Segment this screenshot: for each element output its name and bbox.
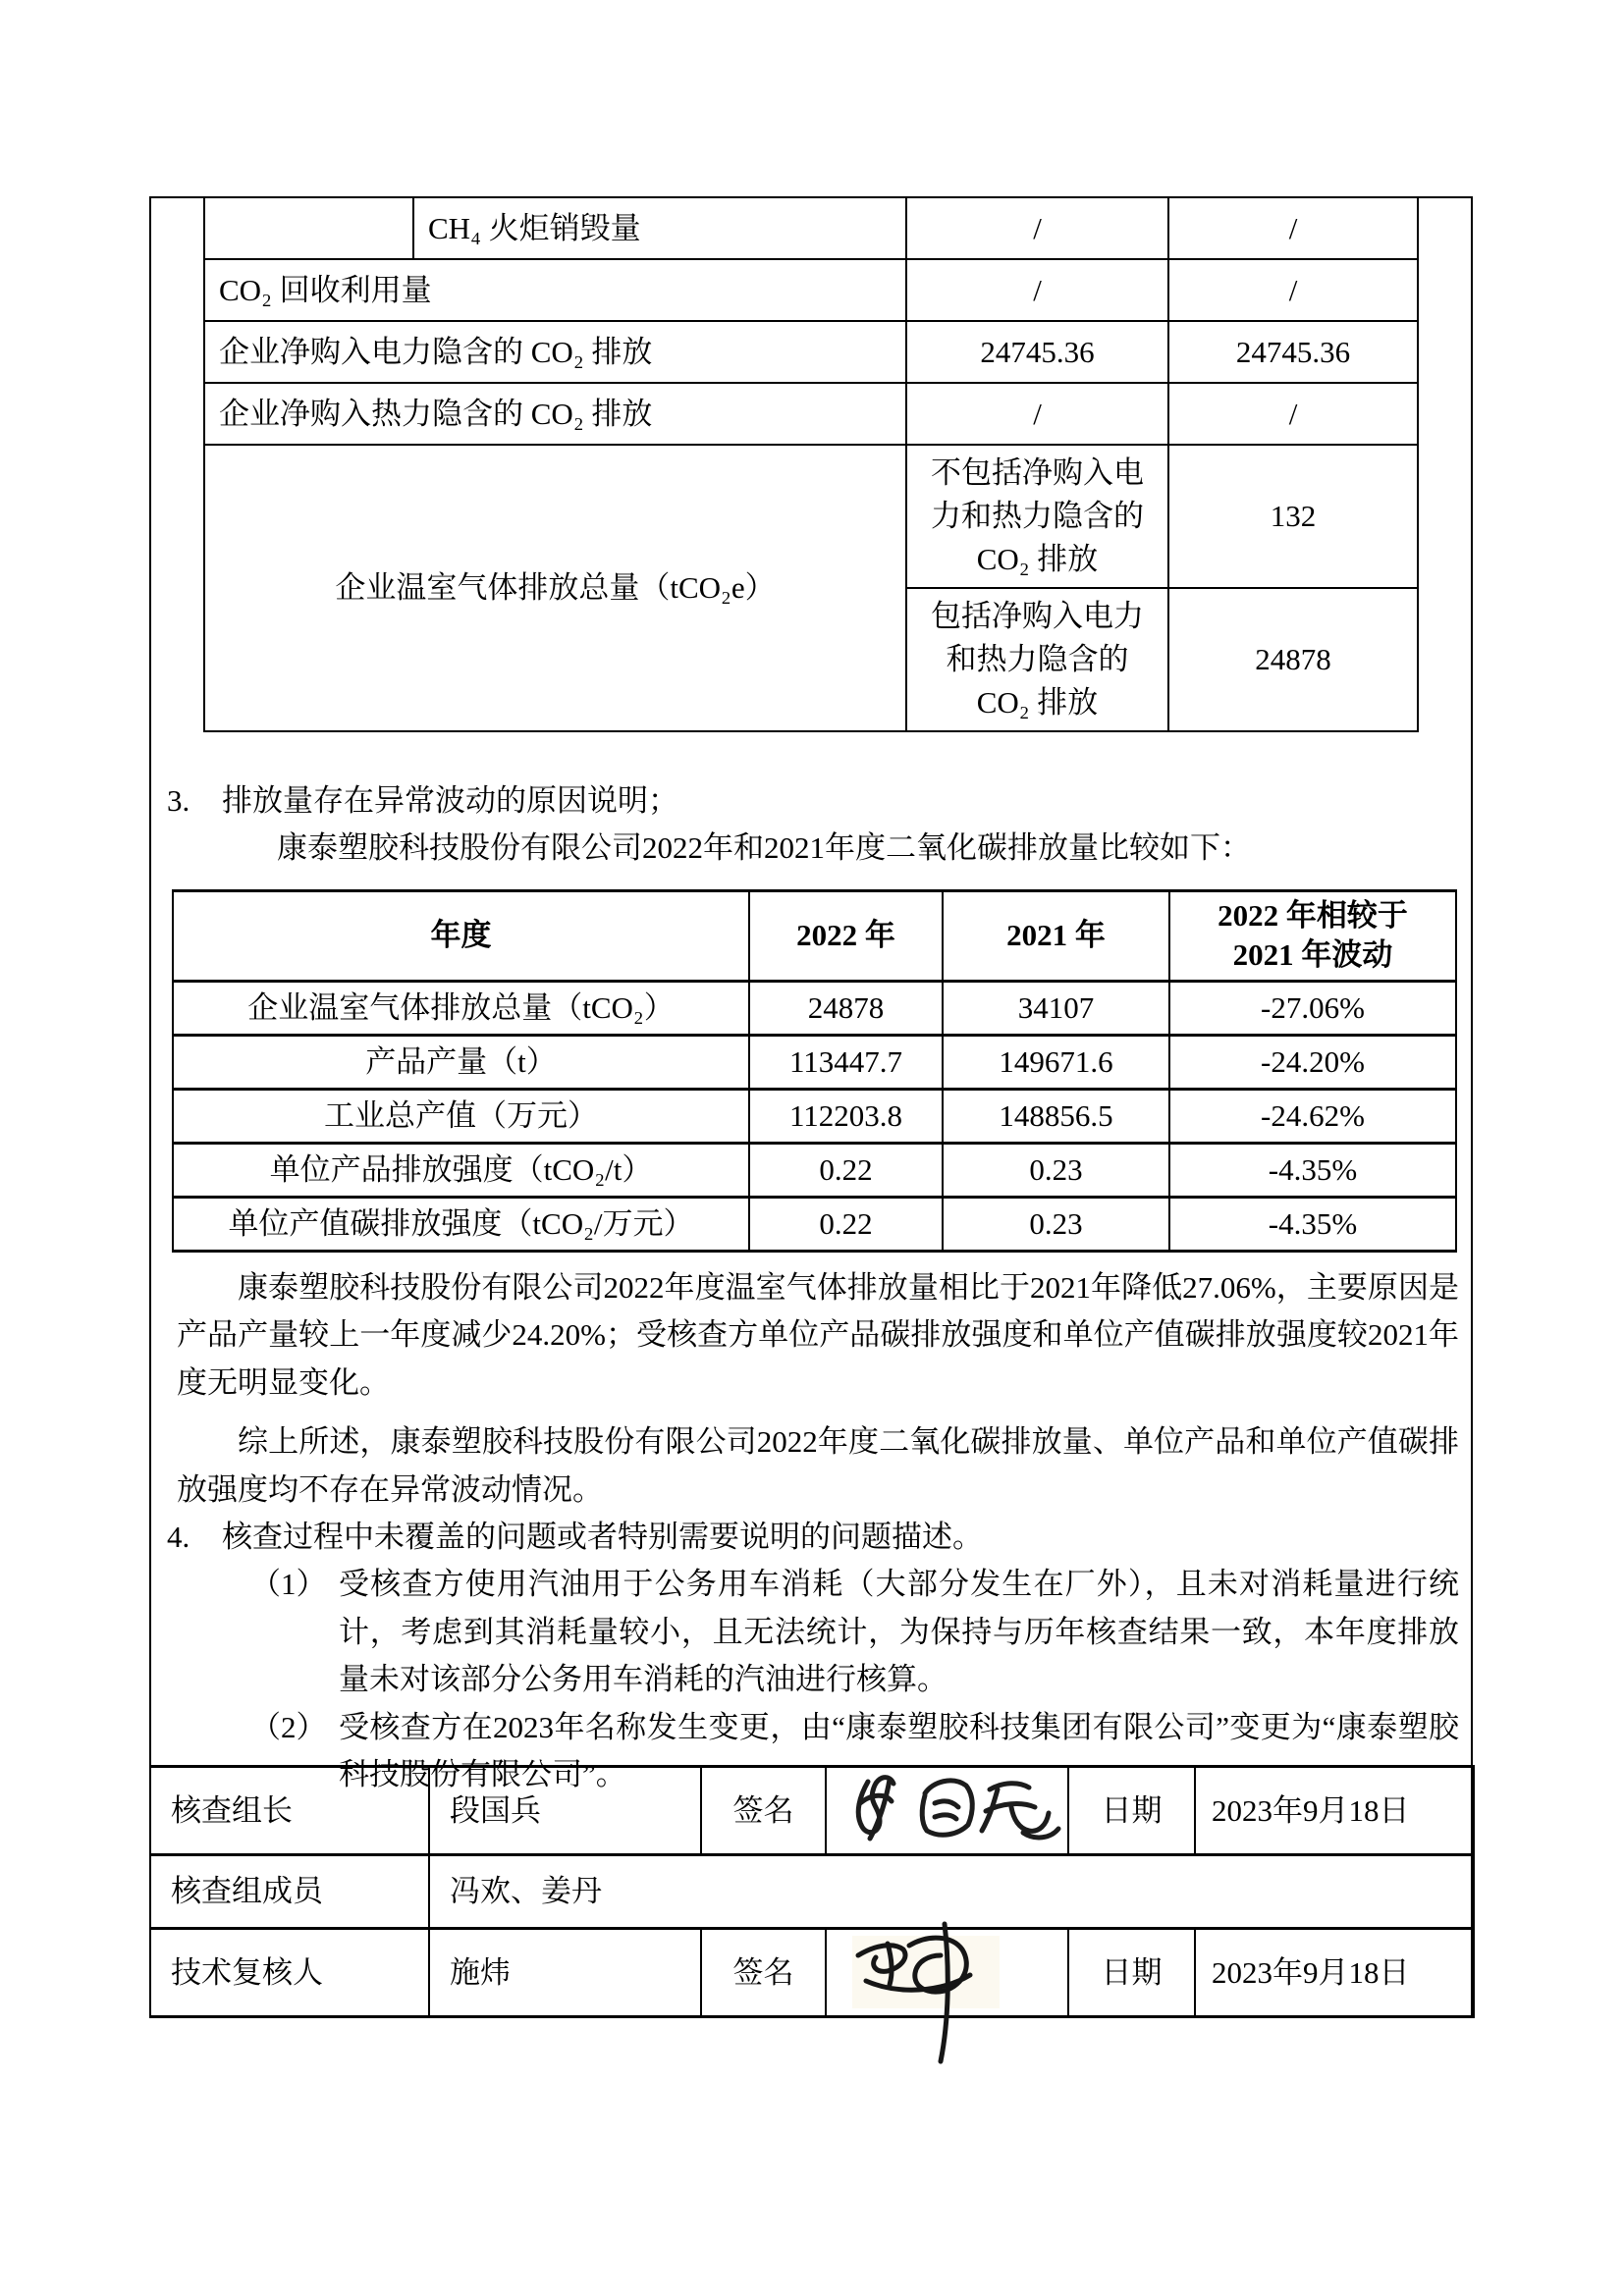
- yearly-comparison-table: [172, 889, 1457, 1253]
- empty-cell: [204, 197, 413, 259]
- table-row: [204, 445, 1418, 588]
- signature-cell: [826, 1767, 1068, 1855]
- sub-row-label: 不包括净购入电力和热力隐含的 CO₂ 排放: [906, 445, 1168, 588]
- value-cell: /: [1168, 259, 1418, 321]
- page-frame: [149, 196, 1473, 2018]
- value-cell: /: [1168, 383, 1418, 445]
- table-row: [173, 1197, 1456, 1251]
- person-name: 段国兵: [429, 1767, 701, 1855]
- value-cell: 24745.36: [906, 321, 1168, 383]
- note-item-1: [151, 1561, 1459, 1704]
- emission-summary-table: [203, 196, 1419, 732]
- item-number: （2）: [250, 1709, 327, 1744]
- row-label: 单位产品排放强度（tCO₂/t）: [173, 1143, 749, 1197]
- value-cell: -4.35%: [1169, 1197, 1456, 1251]
- row-label: 产品产量（t）: [173, 1035, 749, 1089]
- date-value: 2023年9月18日: [1195, 1929, 1474, 2017]
- value-cell: 0.22: [749, 1143, 943, 1197]
- value-cell: 132: [1168, 445, 1418, 588]
- item-number: （1）: [250, 1567, 327, 1602]
- row-label: CO₂ 回收利用量: [204, 259, 906, 321]
- signature-duan-guobing-image: [831, 1756, 1064, 1866]
- value-cell: 0.22: [749, 1197, 943, 1251]
- sign-caption: 签名: [701, 1767, 826, 1855]
- role-label: 核查组成员: [150, 1855, 429, 1929]
- table-row: [204, 197, 1418, 259]
- value-cell: 24745.36: [1168, 321, 1418, 383]
- value-cell: -27.06%: [1169, 981, 1456, 1035]
- person-name: 施炜: [429, 1929, 701, 2017]
- date-caption: 日期: [1068, 1767, 1195, 1855]
- value-cell: /: [906, 383, 1168, 445]
- total-row-label: 企业温室气体排放总量（tCO₂e）: [204, 445, 906, 731]
- row-label: 企业温室气体排放总量（tCO₂）: [173, 981, 749, 1035]
- person-name: 冯欢、姜丹: [429, 1855, 1474, 1929]
- row-label: 单位产值碳排放强度（tCO₂/万元）: [173, 1197, 749, 1251]
- item-text: 受核查方在2023年名称发生变更，由“康泰塑胶科技集团有限公司”变更为“康泰塑胶科技股份有限公司”。: [339, 1709, 1459, 1792]
- row-label: 工业总产值（万元）: [173, 1089, 749, 1143]
- date-caption: 日期: [1068, 1929, 1195, 2017]
- value-cell: 148856.5: [943, 1089, 1169, 1143]
- signature-cell: [826, 1929, 1068, 2017]
- item-text: 受核查方使用汽油用于公务用车消耗（大部分发生在厂外），且未对消耗量进行统计，考虑到其消耗量较小，且无法统计，为保持与历年核查结果一致，本年度排放量未对该部分公务用车消耗的汽油进行核算。: [339, 1567, 1459, 1697]
- table-header-row: [173, 891, 1456, 982]
- table-row: [204, 259, 1418, 321]
- col-header: 2022 年: [749, 891, 943, 982]
- role-label: 核查组长: [150, 1767, 429, 1855]
- table-row: [204, 321, 1418, 383]
- value-cell: 0.23: [943, 1197, 1169, 1251]
- section-number: 3.: [167, 783, 190, 819]
- section-4-heading: [167, 1514, 1471, 1561]
- value-cell: -4.35%: [1169, 1143, 1456, 1197]
- table-row: [173, 981, 1456, 1035]
- value-cell: 24878: [1168, 588, 1418, 731]
- value-cell: 34107: [943, 981, 1169, 1035]
- table-row: [150, 1855, 1474, 1929]
- analysis-paragraph-1: 康泰塑胶科技股份有限公司2022年度温室气体排放量相比于2021年降低27.06%，主要原因是产品产量较上一年度减少24.20%；受核查方单位产品碳排放强度和单位产值碳排放强度较2021年度无明显变化。: [177, 1269, 1459, 1400]
- table-row: [173, 1035, 1456, 1089]
- sign-caption: 签名: [701, 1929, 826, 2017]
- section-title: 核查过程中未覆盖的问题或者特别需要说明的问题描述。: [222, 1520, 983, 1555]
- row-label: 企业净购入电力隐含的 CO₂ 排放: [204, 321, 906, 383]
- value-cell: /: [906, 259, 1168, 321]
- signature-scan-patch: [852, 1936, 1000, 2008]
- table-row: [173, 1089, 1456, 1143]
- role-label: 技术复核人: [150, 1929, 429, 2017]
- col-header: 年度: [173, 891, 749, 982]
- table-row: [204, 383, 1418, 445]
- value-cell: 24878: [749, 981, 943, 1035]
- col-header: 2021 年: [943, 891, 1169, 982]
- comparison-intro-text: 康泰塑胶科技股份有限公司2022年和2021年度二氧化碳排放量比较如下：: [277, 830, 1251, 866]
- value-cell: 149671.6: [943, 1035, 1169, 1089]
- date-value: 2023年9月18日: [1195, 1767, 1474, 1855]
- signature-table: [149, 1765, 1475, 2018]
- value-cell: /: [1168, 197, 1418, 259]
- table-row: [150, 1767, 1474, 1855]
- row-label: CH₄ 火炬销毁量: [413, 197, 906, 259]
- value-cell: /: [906, 197, 1168, 259]
- sub-row-label: 包括净购入电力和热力隐含的 CO₂ 排放: [906, 588, 1168, 731]
- value-cell: -24.20%: [1169, 1035, 1456, 1089]
- row-label: 企业净购入热力隐含的 CO₂ 排放: [204, 383, 906, 445]
- col-header: 2022 年相较于 2021 年波动: [1169, 891, 1456, 982]
- table-row: [150, 1929, 1474, 2017]
- value-cell: 0.23: [943, 1143, 1169, 1197]
- table-row: [173, 1143, 1456, 1197]
- value-cell: 112203.8: [749, 1089, 943, 1143]
- value-cell: 113447.7: [749, 1035, 943, 1089]
- section-title: 排放量存在异常波动的原因说明；: [222, 783, 678, 819]
- analysis-paragraph-2: 综上所述，康泰塑胶科技股份有限公司2022年度二氧化碳排放量、单位产品和单位产值碳排放强度均不存在异常波动情况。: [177, 1424, 1459, 1507]
- section-3-heading: [167, 777, 1471, 825]
- section-number: 4.: [167, 1520, 190, 1555]
- value-cell: -24.62%: [1169, 1089, 1456, 1143]
